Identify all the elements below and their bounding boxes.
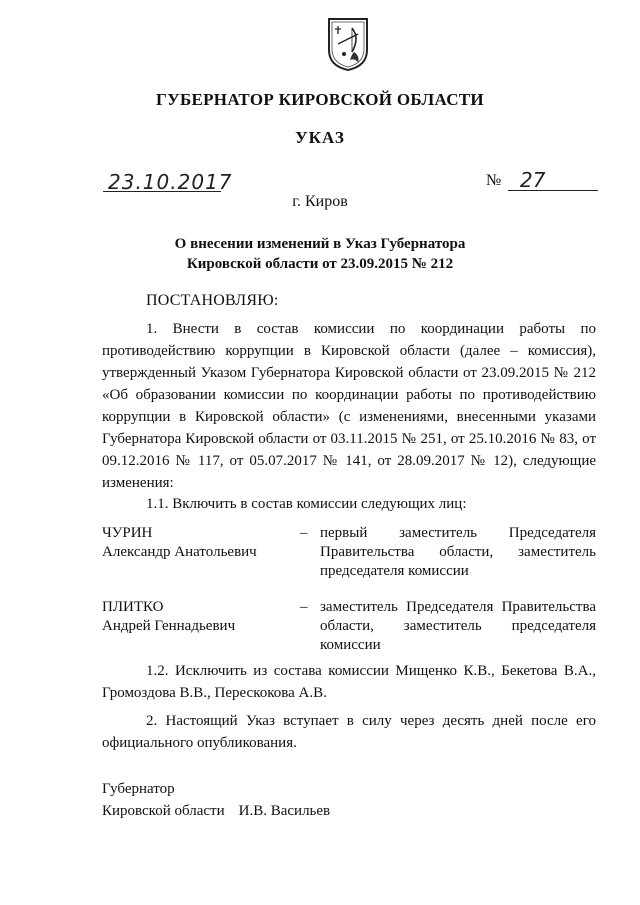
subject-line-1: О внесении изменений в Указ Губернатора <box>174 236 466 252</box>
member-given-name: Андрей Геннадьевич <box>102 618 236 634</box>
member-name <box>102 524 292 562</box>
number-underline <box>508 190 598 191</box>
date-underline <box>103 191 221 192</box>
paragraph-2: 2. Настоящий Указ вступает в силу через десять дней после его официального опубликования. <box>102 713 596 751</box>
member-name <box>102 598 292 636</box>
number-label: № <box>486 172 502 189</box>
subject-heading <box>140 234 500 274</box>
member-dash: – <box>300 525 308 541</box>
signature-block <box>102 778 330 822</box>
member-surname: ПЛИТКО <box>102 599 164 615</box>
member-surname: ЧУРИН <box>102 525 153 541</box>
handwritten-number: 27 <box>520 168 546 192</box>
handwritten-date: 23.10.2017 <box>108 170 233 194</box>
paragraph-1-1: 1.1. Включить в состав комиссии следующих лиц: <box>146 496 467 512</box>
signature-title-region: Кировской области <box>102 803 225 819</box>
paragraph-1: 1. Внести в состав комиссии по координации работы по противодействию коррупции в Кировской области (далее – комиссия), утвержденный Указом Губернатора Кировской области от 23.09.2015 № 212 «Об образовании комиссии по координации работы по противодействию коррупции в Кировской области» (с изменениями, внесенными указами Губернатора Кировской области от 03.11.2015 № 251, от 25.10.2016 № 83, от 09.12.2016 № 117, от 05.07.2017 № 141, от 28.09.2017 № 12), следующие изменения: <box>102 321 596 491</box>
city: г. Киров <box>292 193 348 210</box>
member-given-name: Александр Анатольевич <box>102 544 257 560</box>
member-dash: – <box>300 599 308 615</box>
subject-line-2: Кировской области от 23.09.2015 № 212 <box>186 256 454 272</box>
document-type: УКАЗ <box>295 128 345 147</box>
member-role: первый заместитель Председателя Правительства области, заместитель председателя комиссии <box>320 525 596 579</box>
member-role: заместитель Председателя Правительства области, заместитель председателя комиссии <box>320 599 596 653</box>
signature-title-line-2 <box>102 800 330 822</box>
paragraph-1-2: 1.2. Исключить из состава комиссии Мищенко К.В., Бекетова В.А., Громоздова В.В., Перескокова А.В. <box>102 663 596 701</box>
signature-title-line-1: Губернатор <box>102 781 175 797</box>
authority-title: ГУБЕРНАТОР КИРОВСКОЙ ОБЛАСТИ <box>156 90 484 109</box>
signatory-name: И.В. Васильев <box>238 803 331 819</box>
kirov-coat-of-arms-icon <box>326 16 370 72</box>
decree-word: ПОСТАНОВЛЯЮ: <box>146 292 279 309</box>
